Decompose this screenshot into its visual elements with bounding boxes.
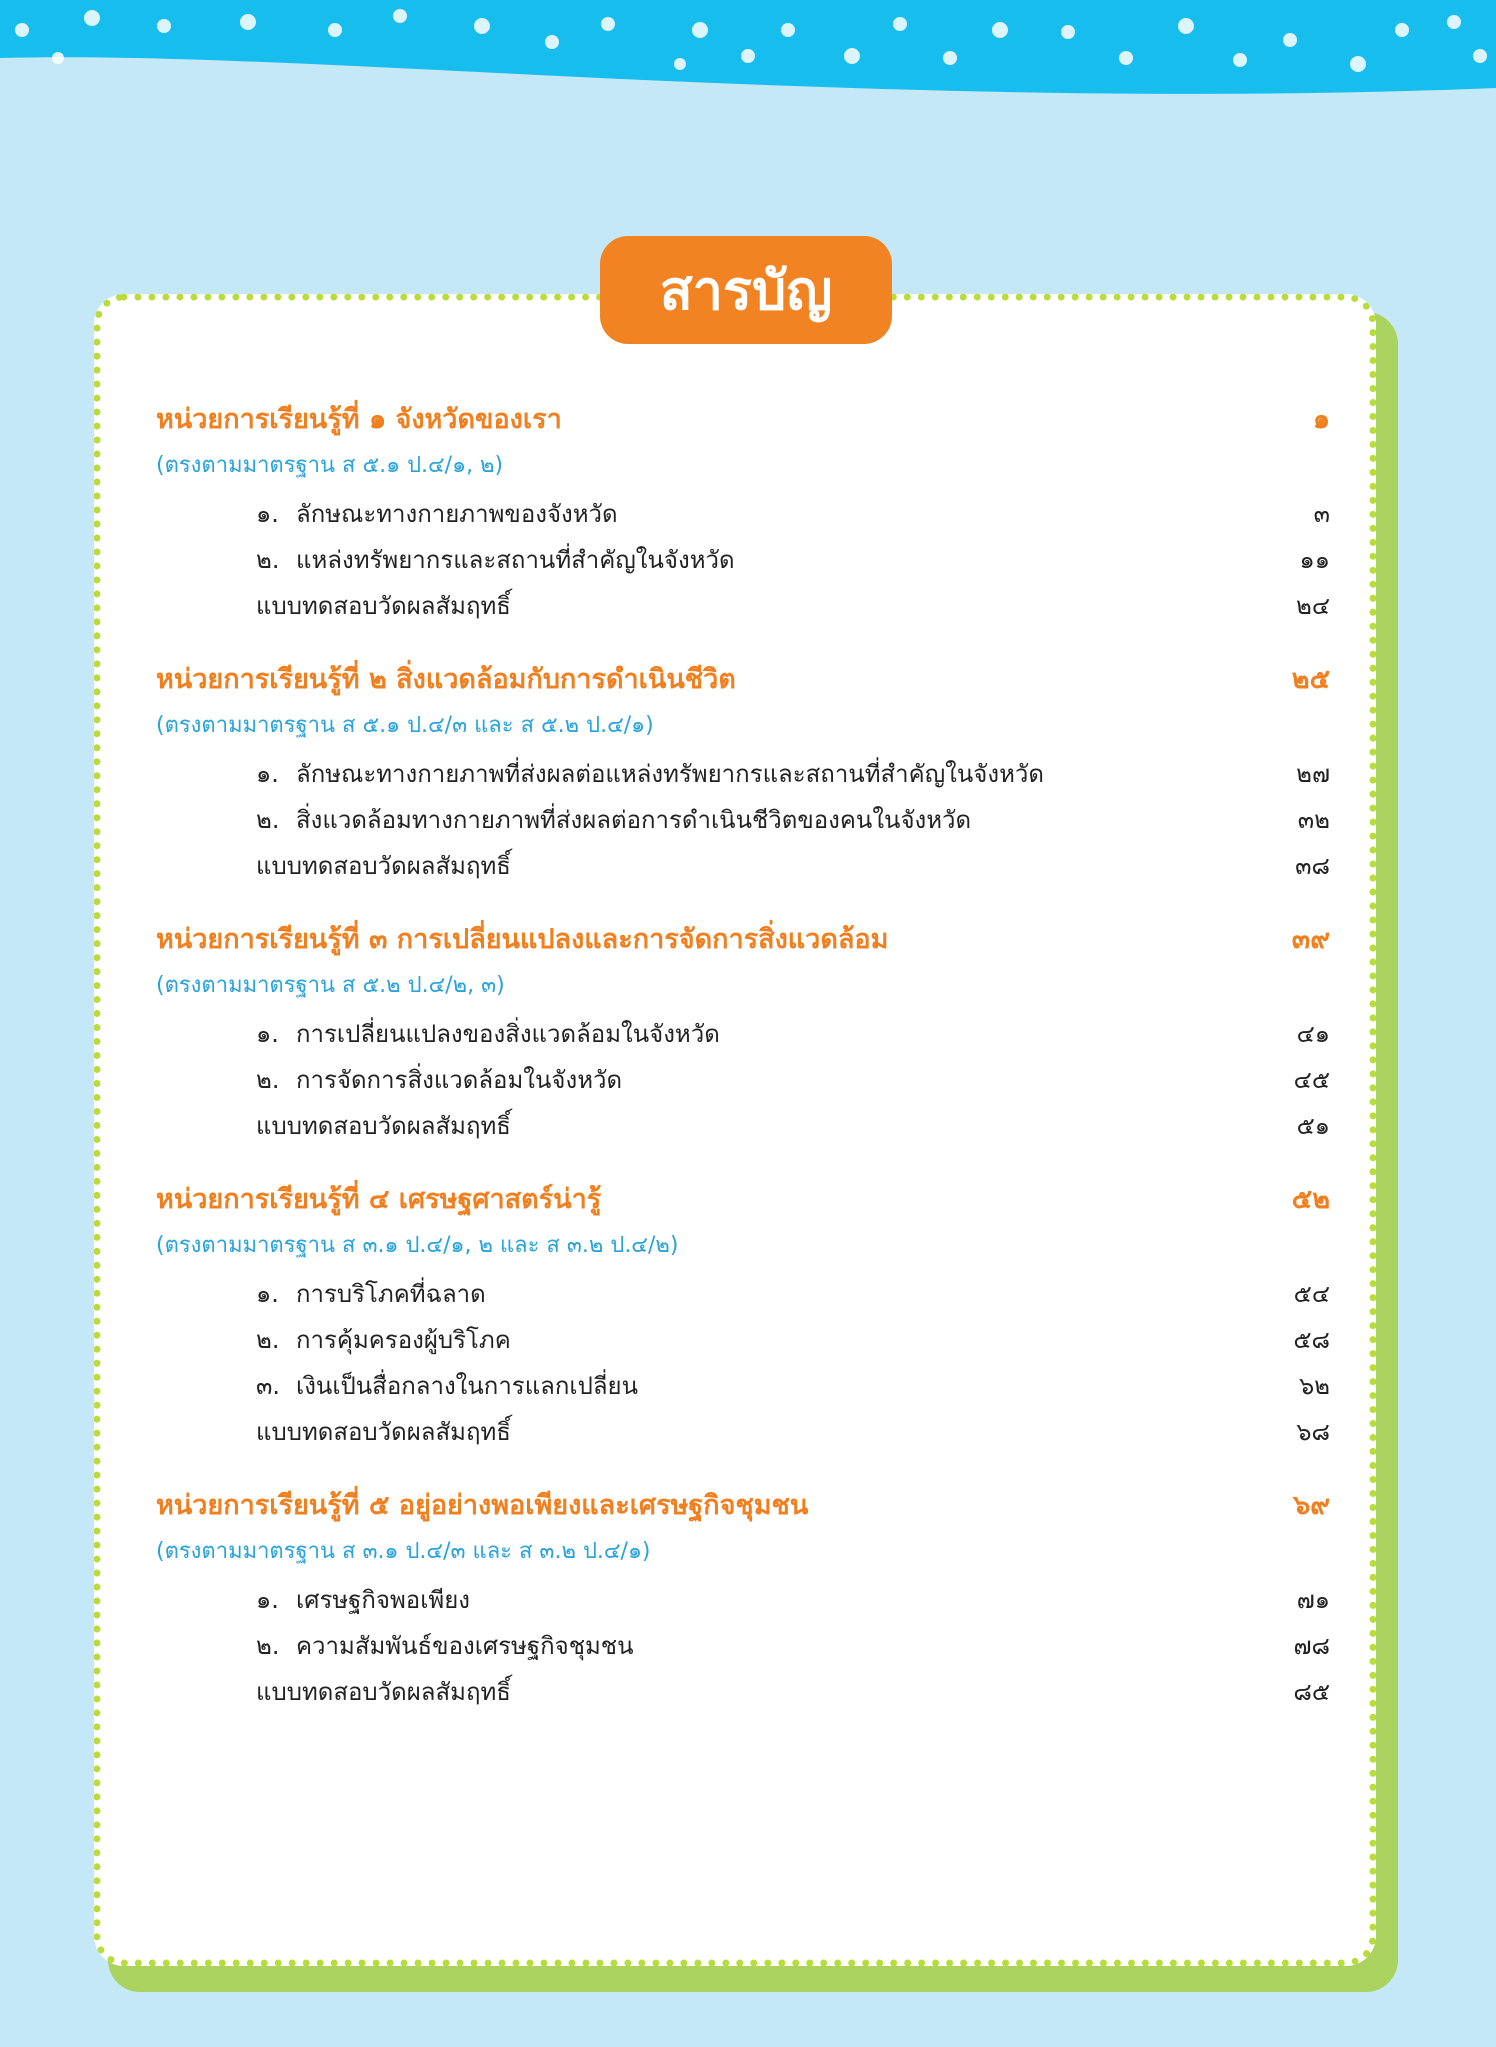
toc-item[interactable] — [156, 1576, 1330, 1622]
toc-item[interactable] — [156, 1622, 1330, 1668]
item-number: ๒. — [256, 545, 280, 574]
test-label: แบบทดสอบวัดผลสัมฤทธิ์ — [256, 591, 511, 620]
page-number: ๒๗ — [1296, 759, 1330, 788]
toc-item[interactable] — [156, 536, 1330, 582]
toc-item[interactable] — [156, 1316, 1330, 1362]
page-number: ๒๔ — [1296, 591, 1330, 620]
item-label: สิ่งแวดล้อมทางกายภาพที่ส่งผลต่อการดำเนินชีวิตของคนในจังหวัด — [296, 805, 972, 834]
item-number: ๓. — [256, 1371, 281, 1400]
toc-item[interactable] — [156, 1270, 1330, 1316]
toc-test[interactable] — [156, 1408, 1330, 1454]
page-number: ๕๑ — [1296, 1111, 1330, 1140]
item-number: ๑. — [256, 1279, 279, 1308]
unit-standard: (ตรงตามมาตรฐาน ส ๕.๑ ป.๔/๓ และ ส ๕.๒ ป.๔/๑) — [156, 712, 654, 738]
unit-heading[interactable] — [156, 1478, 1330, 1530]
item-label: การจัดการสิ่งแวดล้อมในจังหวัด — [296, 1065, 623, 1094]
toc-test[interactable] — [156, 1102, 1330, 1148]
item-label: ความสัมพันธ์ของเศรษฐกิจชุมชน — [296, 1631, 634, 1660]
test-label: แบบทดสอบวัดผลสัมฤทธิ์ — [256, 851, 511, 880]
page-title: สารบัญ — [600, 236, 892, 344]
page-number: ๑๑ — [1299, 545, 1330, 574]
page-number: ๒๕ — [1291, 663, 1330, 695]
item-number: ๒. — [256, 1065, 280, 1094]
unit-standard: (ตรงตามมาตรฐาน ส ๓.๑ ป.๔/๓ และ ส ๓.๒ ป.๔/๑) — [156, 1538, 651, 1564]
table-of-contents — [156, 392, 1330, 1738]
toc-item[interactable] — [156, 1362, 1330, 1408]
item-number: ๑. — [256, 499, 279, 528]
page-number: ๕๔ — [1293, 1279, 1330, 1308]
item-number: ๑. — [256, 759, 279, 788]
unit-title: หน่วยการเรียนรู้ที่ ๑ จังหวัดของเรา — [156, 403, 562, 435]
unit-title: หน่วยการเรียนรู้ที่ ๕ อยู่อย่างพอเพียงและเศรษฐกิจชุมชน — [156, 1489, 809, 1521]
toc-unit-1 — [156, 392, 1330, 628]
test-label: แบบทดสอบวัดผลสัมฤทธิ์ — [256, 1417, 511, 1446]
unit-heading[interactable] — [156, 652, 1330, 704]
page-number: ๗๑ — [1296, 1585, 1330, 1614]
unit-heading[interactable] — [156, 392, 1330, 444]
unit-standard: (ตรงตามมาตรฐาน ส ๕.๒ ป.๔/๒, ๓) — [156, 972, 505, 998]
toc-item[interactable] — [156, 796, 1330, 842]
page-number: ๖๘ — [1296, 1417, 1330, 1446]
page-number: ๓๙ — [1291, 923, 1330, 955]
toc-item[interactable] — [156, 1010, 1330, 1056]
toc-unit-3 — [156, 912, 1330, 1148]
page-number: ๑ — [1312, 403, 1330, 435]
toc-unit-2 — [156, 652, 1330, 888]
page-number: ๓๒ — [1297, 805, 1330, 834]
item-label: แหล่งทรัพยากรและสถานที่สำคัญในจังหวัด — [296, 545, 735, 574]
item-label: การคุ้มครองผู้บริโภค — [296, 1325, 511, 1354]
top-wave-band — [0, 0, 1496, 110]
toc-test[interactable] — [156, 842, 1330, 888]
page-number: ๕๒ — [1291, 1183, 1330, 1215]
toc-item[interactable] — [156, 750, 1330, 796]
item-label: เศรษฐกิจพอเพียง — [296, 1585, 471, 1614]
item-label: ลักษณะทางกายภาพของจังหวัด — [296, 499, 618, 528]
item-label: การเปลี่ยนแปลงของสิ่งแวดล้อมในจังหวัด — [296, 1019, 720, 1048]
test-label: แบบทดสอบวัดผลสัมฤทธิ์ — [256, 1111, 511, 1140]
test-label: แบบทดสอบวัดผลสัมฤทธิ์ — [256, 1677, 511, 1706]
page-number: ๗๘ — [1293, 1631, 1330, 1660]
item-label: การบริโภคที่ฉลาด — [296, 1279, 486, 1308]
item-number: ๒. — [256, 805, 280, 834]
item-number: ๑. — [256, 1019, 279, 1048]
toc-test[interactable] — [156, 582, 1330, 628]
page-number: ๖๒ — [1298, 1371, 1330, 1400]
item-label: ลักษณะทางกายภาพที่ส่งผลต่อแหล่งทรัพยากรและสถานที่สำคัญในจังหวัด — [296, 759, 1044, 788]
toc-item[interactable] — [156, 490, 1330, 536]
toc-test[interactable] — [156, 1668, 1330, 1714]
page-number: ๓ — [1313, 499, 1330, 528]
toc-item[interactable] — [156, 1056, 1330, 1102]
unit-title: หน่วยการเรียนรู้ที่ ๔ เศรษฐศาสตร์น่ารู้ — [156, 1183, 602, 1215]
unit-heading[interactable] — [156, 1172, 1330, 1224]
item-number: ๑. — [256, 1585, 279, 1614]
unit-standard: (ตรงตามมาตรฐาน ส ๓.๑ ป.๔/๑, ๒ และ ส ๓.๒ ป.๔/๒) — [156, 1232, 679, 1258]
page-number: ๔๕ — [1293, 1065, 1330, 1094]
page-number: ๔๑ — [1296, 1019, 1330, 1048]
page-number: ๕๘ — [1293, 1325, 1330, 1354]
unit-standard: (ตรงตามมาตรฐาน ส ๕.๑ ป.๔/๑, ๒) — [156, 452, 504, 478]
toc-unit-5 — [156, 1478, 1330, 1714]
toc-unit-4 — [156, 1172, 1330, 1454]
page-number: ๘๕ — [1293, 1677, 1330, 1706]
unit-title: หน่วยการเรียนรู้ที่ ๓ การเปลี่ยนแปลงและการจัดการสิ่งแวดล้อม — [156, 923, 889, 955]
page-number: ๓๘ — [1295, 851, 1330, 880]
item-number: ๒. — [256, 1631, 280, 1660]
page-number: ๖๙ — [1293, 1489, 1330, 1521]
item-label: เงินเป็นสื่อกลางในการแลกเปลี่ยน — [296, 1371, 639, 1400]
unit-heading[interactable] — [156, 912, 1330, 964]
item-number: ๒. — [256, 1325, 280, 1354]
unit-title: หน่วยการเรียนรู้ที่ ๒ สิ่งแวดล้อมกับการดำเนินชีวิต — [156, 663, 736, 695]
